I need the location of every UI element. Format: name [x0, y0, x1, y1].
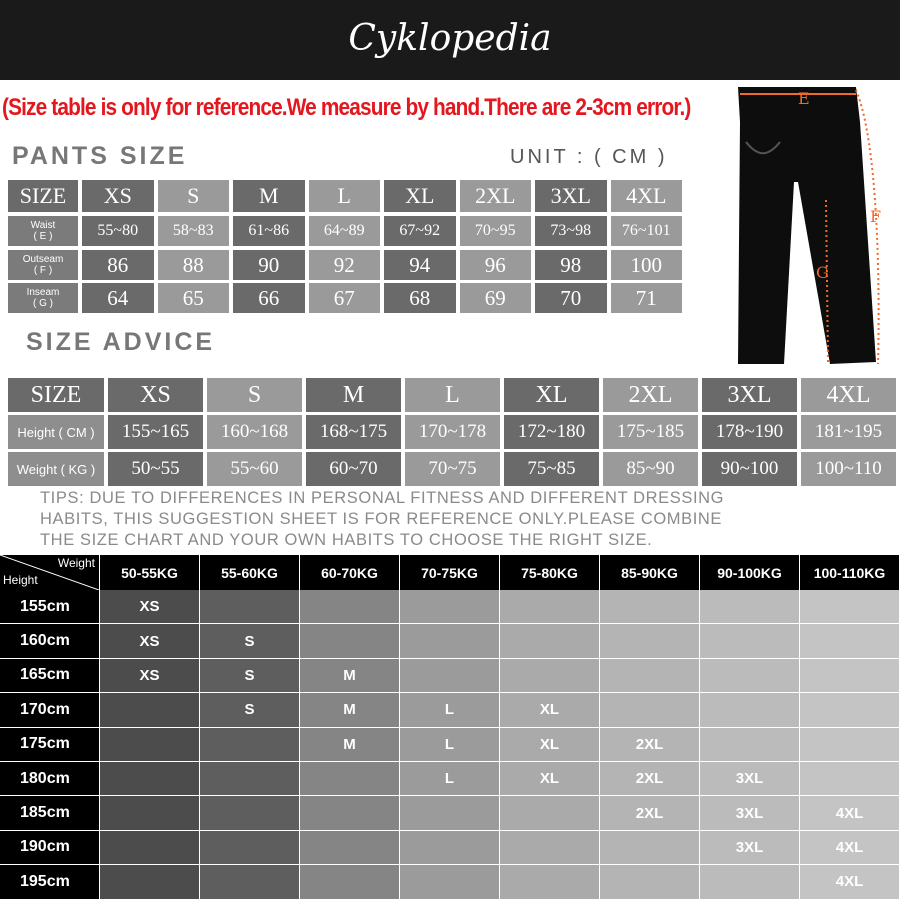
pants-value-cell: 68 — [384, 283, 456, 313]
grid-cell — [800, 659, 899, 692]
pants-value-cell: 98 — [535, 250, 607, 280]
pants-header-xl: XL — [384, 180, 456, 212]
advice-header-l: L — [405, 378, 500, 412]
unit-label: UNIT : ( CM ) — [510, 146, 668, 168]
pants-value-cell: 70 — [535, 283, 607, 313]
grid-cell — [200, 728, 299, 761]
grid-cell: 3XL — [700, 796, 799, 829]
advice-value-cell: 170~178 — [405, 415, 500, 449]
size-advice-title: SIZE ADVICE — [26, 328, 216, 356]
advice-header-3xl: 3XL — [702, 378, 797, 412]
pants-row-label-sub: ( E ) — [33, 231, 53, 242]
pants-row-label-main: Outseam — [22, 254, 64, 265]
tips-text — [40, 488, 724, 551]
pants-value-cell: 70~95 — [460, 216, 532, 246]
grid-cell: XL — [500, 762, 599, 795]
brand-header — [0, 0, 900, 80]
grid-cell — [800, 728, 899, 761]
grid-cell: M — [300, 728, 399, 761]
grid-height-label: 155cm — [0, 590, 99, 623]
grid-height-label: 185cm — [0, 796, 99, 829]
pants-row-label-main: Inseam — [26, 287, 60, 298]
grid-corner — [0, 555, 99, 590]
advice-value-cell: 155~165 — [108, 415, 203, 449]
grid-cell — [300, 796, 399, 829]
grid-cell — [600, 831, 699, 864]
grid-cell: 4XL — [800, 865, 899, 898]
grid-cell — [600, 659, 699, 692]
pants-value-cell: 71 — [611, 283, 683, 313]
pants-value-cell: 94 — [384, 250, 456, 280]
pants-silhouette — [738, 87, 876, 364]
advice-row-label: Height ( CM ) — [8, 415, 104, 449]
advice-header-m: M — [306, 378, 401, 412]
pants-header-4xl: 4XL — [611, 180, 683, 212]
tips-line: THE SIZE CHART AND YOUR OWN HABITS TO CHOOSE THE RIGHT SIZE. — [40, 531, 653, 549]
measure-f-label: F — [870, 207, 882, 226]
grid-cell — [700, 693, 799, 726]
advice-header-xs: XS — [108, 378, 203, 412]
grid-weight-header: 50-55KG — [100, 555, 199, 590]
pants-value-cell: 61~86 — [233, 216, 305, 246]
advice-header-s: S — [207, 378, 302, 412]
grid-cell — [100, 728, 199, 761]
grid-weight-header: 70-75KG — [400, 555, 499, 590]
advice-value-cell: 168~175 — [306, 415, 401, 449]
grid-cell: M — [300, 659, 399, 692]
advice-value-cell: 175~185 — [603, 415, 698, 449]
advice-value-cell: 85~90 — [603, 452, 698, 486]
grid-weight-header: 75-80KG — [500, 555, 599, 590]
pants-value-cell: 58~83 — [158, 216, 230, 246]
grid-cell: S — [200, 693, 299, 726]
grid-cell: 3XL — [700, 762, 799, 795]
grid-cell: L — [400, 693, 499, 726]
grid-height-label: 160cm — [0, 624, 99, 657]
pants-value-cell: 67~92 — [384, 216, 456, 246]
advice-value-cell: 178~190 — [702, 415, 797, 449]
grid-cell — [400, 659, 499, 692]
grid-height-label: 195cm — [0, 865, 99, 898]
tips-line: TIPS: DUE TO DIFFERENCES IN PERSONAL FITNESS AND DIFFERENT DRESSING — [40, 489, 725, 507]
measure-e-label: E — [798, 89, 810, 108]
grid-cell — [600, 693, 699, 726]
grid-cell — [200, 865, 299, 898]
grid-cell: 2XL — [600, 762, 699, 795]
grid-cell — [300, 762, 399, 795]
tips-line: HABITS, THIS SUGGESTION SHEET IS FOR REFERENCE ONLY.PLEASE COMBINE — [40, 510, 723, 528]
grid-cell — [600, 624, 699, 657]
advice-header-4xl: 4XL — [801, 378, 896, 412]
grid-cell — [800, 590, 899, 623]
advice-row-label: Weight ( KG ) — [8, 452, 104, 486]
grid-cell — [300, 590, 399, 623]
advice-value-cell: 160~168 — [207, 415, 302, 449]
pants-header-xs: XS — [82, 180, 154, 212]
brand-logo — [330, 10, 570, 70]
grid-cell: XL — [500, 693, 599, 726]
pants-header-s: S — [158, 180, 230, 212]
pants-header-2xl: 2XL — [460, 180, 532, 212]
grid-cell — [400, 624, 499, 657]
advice-header-2xl: 2XL — [603, 378, 698, 412]
grid-cell — [100, 796, 199, 829]
grid-cell — [800, 624, 899, 657]
grid-cell: XS — [100, 590, 199, 623]
pants-row-label — [8, 250, 78, 280]
pants-header-m: M — [233, 180, 305, 212]
brand-logo-text: Cyklopedia — [348, 18, 552, 59]
grid-cell — [100, 831, 199, 864]
pants-value-cell: 96 — [460, 250, 532, 280]
grid-cell — [100, 693, 199, 726]
grid-cell — [700, 590, 799, 623]
grid-weight-header: 85-90KG — [600, 555, 699, 590]
advice-value-cell: 50~55 — [108, 452, 203, 486]
pants-value-cell: 65 — [158, 283, 230, 313]
grid-cell — [600, 865, 699, 898]
grid-height-label: 165cm — [0, 659, 99, 692]
grid-cell — [200, 796, 299, 829]
pants-row-label — [8, 283, 78, 313]
pants-diagram — [728, 82, 900, 382]
grid-cell: M — [300, 693, 399, 726]
grid-cell: L — [400, 728, 499, 761]
height-weight-grid — [0, 555, 900, 900]
grid-cell: L — [400, 762, 499, 795]
grid-cell — [800, 762, 899, 795]
grid-cell: 2XL — [600, 728, 699, 761]
grid-cell — [800, 693, 899, 726]
pants-header-size: SIZE — [8, 180, 78, 212]
grid-cell — [200, 831, 299, 864]
reference-note: (Size table is only for reference.We measure by hand.There are 2-3cm error.) — [2, 94, 691, 121]
pants-row-label — [8, 216, 78, 246]
grid-cell — [500, 659, 599, 692]
measure-g-label: G — [816, 263, 829, 282]
grid-cell — [400, 865, 499, 898]
grid-weight-header: 55-60KG — [200, 555, 299, 590]
pants-value-cell: 88 — [158, 250, 230, 280]
pants-value-cell: 86 — [82, 250, 154, 280]
grid-cell: XS — [100, 659, 199, 692]
grid-cell: XS — [100, 624, 199, 657]
pants-header-l: L — [309, 180, 381, 212]
grid-cell: S — [200, 624, 299, 657]
grid-cell: 2XL — [600, 796, 699, 829]
pants-row-label-sub: ( G ) — [33, 298, 53, 309]
grid-cell: XL — [500, 728, 599, 761]
grid-cell — [100, 865, 199, 898]
grid-cell — [400, 796, 499, 829]
advice-value-cell: 70~75 — [405, 452, 500, 486]
advice-value-cell: 90~100 — [702, 452, 797, 486]
grid-cell — [300, 624, 399, 657]
grid-height-label: 170cm — [0, 693, 99, 726]
grid-cell — [700, 865, 799, 898]
pants-value-cell: 64 — [82, 283, 154, 313]
grid-cell — [700, 624, 799, 657]
advice-value-cell: 181~195 — [801, 415, 896, 449]
grid-weight-header: 90-100KG — [700, 555, 799, 590]
grid-cell: S — [200, 659, 299, 692]
grid-cell: 4XL — [800, 831, 899, 864]
grid-cell: 3XL — [700, 831, 799, 864]
grid-cell — [100, 762, 199, 795]
grid-cell — [300, 831, 399, 864]
pants-value-cell: 66 — [233, 283, 305, 313]
pants-value-cell: 69 — [460, 283, 532, 313]
pants-value-cell: 90 — [233, 250, 305, 280]
grid-cell — [500, 590, 599, 623]
grid-height-label: 180cm — [0, 762, 99, 795]
grid-weight-header: 100-110KG — [800, 555, 899, 590]
grid-height-label: 190cm — [0, 831, 99, 864]
grid-corner-weight: Weight — [57, 556, 95, 570]
grid-cell — [600, 590, 699, 623]
pants-header-3xl: 3XL — [535, 180, 607, 212]
advice-value-cell: 100~110 — [801, 452, 896, 486]
pants-row-label-sub: ( F ) — [33, 265, 53, 276]
pants-row-label-main: Waist — [30, 220, 56, 231]
grid-cell — [500, 796, 599, 829]
advice-value-cell: 75~85 — [504, 452, 599, 486]
grid-cell — [700, 659, 799, 692]
advice-header-size: SIZE — [8, 378, 104, 412]
grid-cell: 4XL — [800, 796, 899, 829]
grid-cell — [200, 762, 299, 795]
pants-value-cell: 76~101 — [611, 216, 683, 246]
pants-value-cell: 73~98 — [535, 216, 607, 246]
advice-value-cell: 60~70 — [306, 452, 401, 486]
grid-cell — [700, 728, 799, 761]
grid-height-label: 175cm — [0, 728, 99, 761]
advice-header-xl: XL — [504, 378, 599, 412]
advice-value-cell: 55~60 — [207, 452, 302, 486]
grid-weight-header: 60-70KG — [300, 555, 399, 590]
grid-cell — [400, 831, 499, 864]
grid-corner-height: Height — [3, 573, 38, 587]
pants-value-cell: 67 — [309, 283, 381, 313]
grid-cell — [300, 865, 399, 898]
grid-cell — [400, 590, 499, 623]
pants-value-cell: 92 — [309, 250, 381, 280]
pants-size-title: PANTS SIZE — [12, 142, 188, 170]
advice-value-cell: 172~180 — [504, 415, 599, 449]
pants-value-cell: 100 — [611, 250, 683, 280]
grid-cell — [500, 831, 599, 864]
grid-cell — [200, 590, 299, 623]
pants-value-cell: 55~80 — [82, 216, 154, 246]
grid-cell — [500, 865, 599, 898]
pants-value-cell: 64~89 — [309, 216, 381, 246]
grid-cell — [500, 624, 599, 657]
